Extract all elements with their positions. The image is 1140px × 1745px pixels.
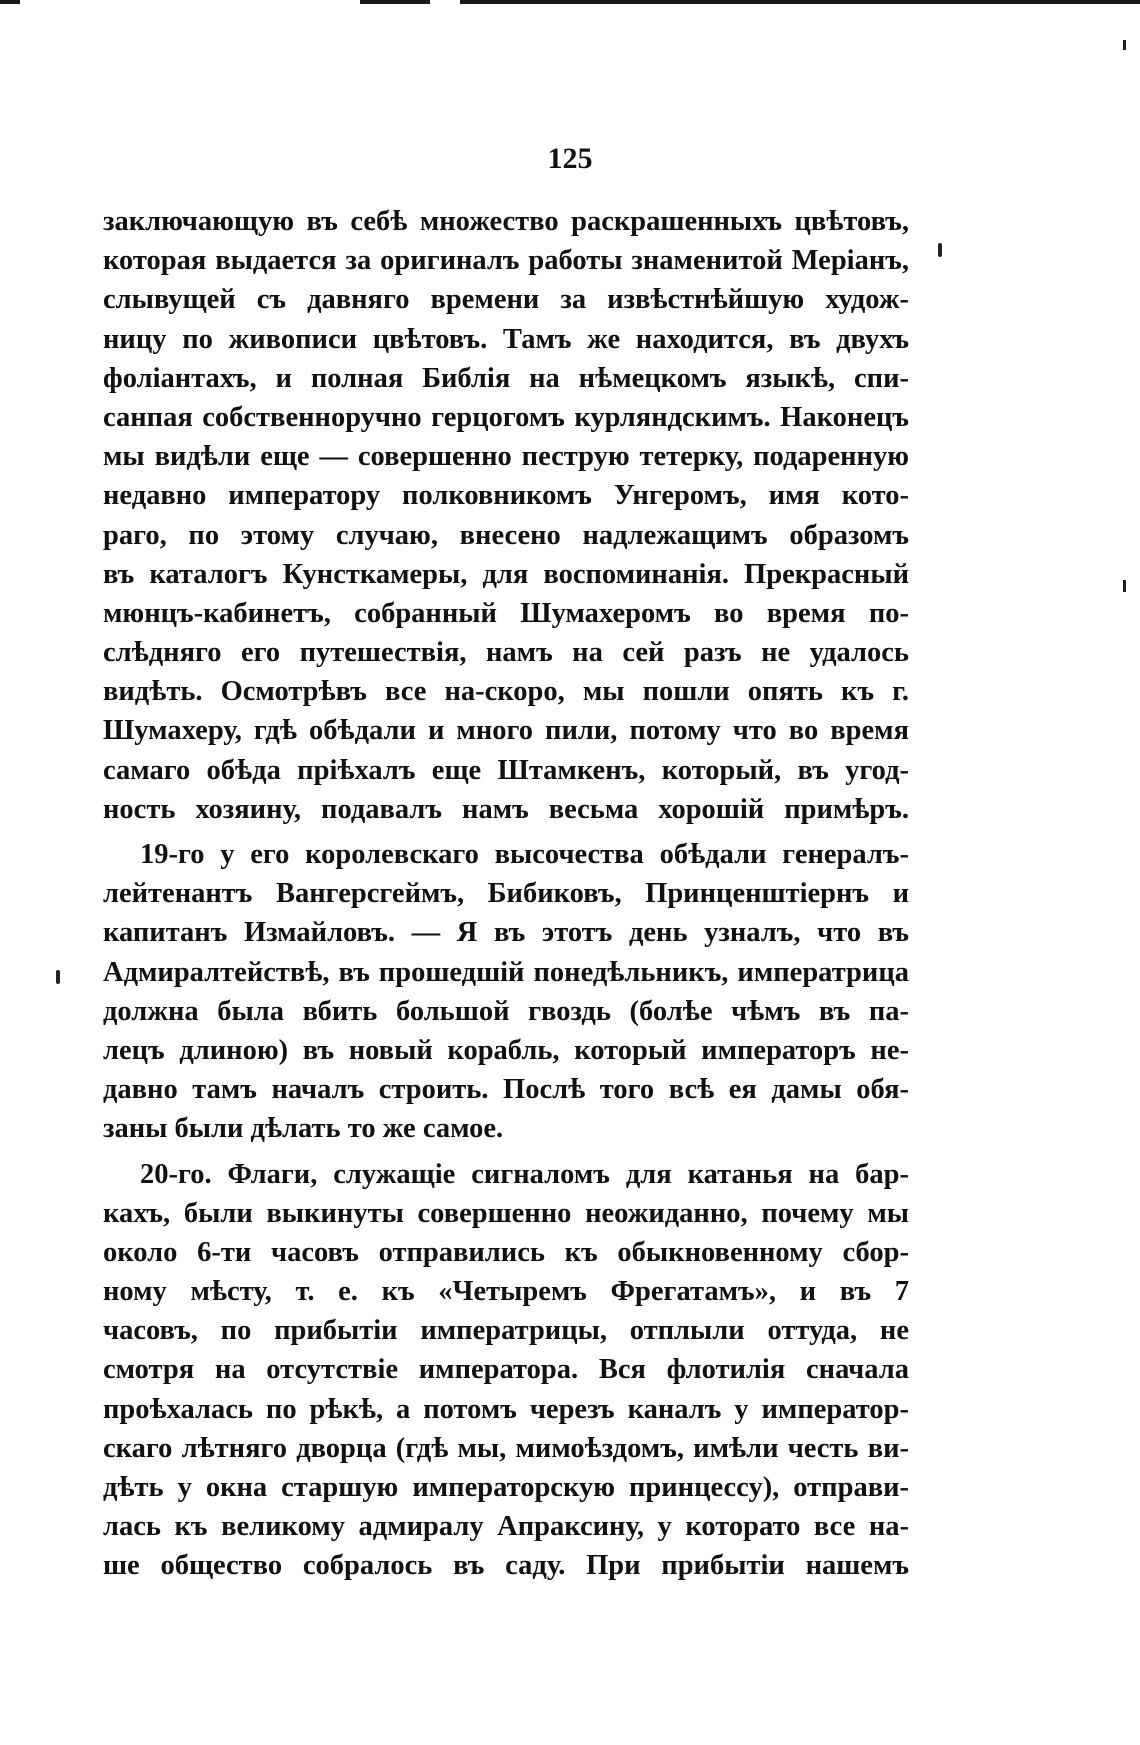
text-line: видѣть. Осмотрѣвъ все на-скоро, мы пошли опять къ г. (103, 676, 909, 708)
text-line: давно тамъ началъ строить. Послѣ того всѣ ея дамы обя- (103, 1074, 909, 1106)
text-line: ность хозяину, подавалъ намъ весьма хорошій примѣръ. (103, 793, 909, 825)
scan-edge-mark (1123, 580, 1126, 592)
text-line: слывущей съ давняго времени за извѣстнѣйшую худож- (103, 284, 909, 316)
text-line: заны были дѣлать то же самое. (103, 1113, 504, 1145)
text-line: капитанъ Измайловъ. — Я въ этотъ день узналъ, что въ (103, 917, 909, 949)
text-line: лась къ великому адмиралу Апраксину, у которато все на- (103, 1511, 909, 1543)
text-line: мы видѣли еще — совершенно пеструю тетерку, подаренную (103, 441, 909, 473)
page-number: 125 (547, 142, 593, 175)
text-line: мюнцъ-кабинетъ, собранный Шумахеромъ во время по- (103, 597, 909, 629)
text-line: лейтенантъ Вангерсгеймъ, Бибиковъ, Принценштіернъ и (103, 878, 909, 910)
scan-top-edge-gap (430, 0, 460, 4)
stray-ink-mark (56, 970, 60, 984)
text-line: Адмиралтействѣ, въ прошедшій понедѣльникъ, императрица (103, 956, 909, 988)
text-line: около 6-ти часовъ отправились къ обыкновенному сбор- (103, 1236, 909, 1268)
text-line: Шумахеру, гдѣ обѣдали и много пили, потому что во время (103, 715, 909, 747)
text-line: дѣть у окна старшую императорскую принцессу), отправи- (103, 1472, 909, 1503)
text-line: скаго лѣтняго дворца (гдѣ мы, мимоѣздомъ, имѣли честь ви- (103, 1432, 909, 1464)
text-line: санпая собственноручно герцогомъ курляндскимъ. Наконецъ (103, 401, 909, 433)
text-line: въ каталогъ Кунсткамеры, для воспоминанія. Прекрасный (103, 558, 909, 590)
text-line: ницу по живописи цвѣтовъ. Тамъ же находится, въ двухъ (103, 323, 909, 355)
text-line: должна была вбить большой гвоздь (болѣе чѣмъ въ па- (103, 995, 909, 1027)
text-line: 20-го. Флаги, служащіе сигналомъ для катанья на бар- (140, 1158, 909, 1190)
text-line: недавно императору полковникомъ Унгеромъ, имя кото- (103, 480, 909, 512)
text-line: слѣдняго его путешествія, намъ на сей разъ не удалось (103, 637, 909, 669)
paragraph (103, 1155, 909, 1586)
text-line: проѣхалась по рѣкѣ, а потомъ черезъ каналъ у император- (103, 1393, 909, 1425)
text-line: фоліантахъ, и полная Библія на нѣмецкомъ языкѣ, спи- (103, 362, 909, 394)
scan-edge-mark (1123, 40, 1126, 50)
text-line: самаго обѣда пріѣхалъ еще Штамкенъ, который, въ угод- (103, 754, 909, 786)
text-line: кахъ, были выкинуты совершенно неожиданно, почему мы (103, 1197, 909, 1229)
text-line: раго, по этому случаю, внесено надлежащимъ образомъ (103, 519, 909, 551)
text-line: 19-го у его королевскаго высочества обѣдали генералъ- (140, 839, 909, 870)
text-line: лецъ длиною) въ новый корабль, который императоръ не- (103, 1034, 909, 1066)
paragraph (103, 202, 909, 829)
text-line: часовъ, по прибытіи императрицы, отплыли оттуда, не (103, 1315, 909, 1347)
text-line: заключающую въ себѣ множество раскрашенныхъ цвѣтовъ, (103, 206, 909, 237)
text-line: ше общество собралось въ саду. При прибытіи нашемъ (103, 1550, 909, 1582)
paragraph (103, 835, 909, 1149)
text-line: смотря на отсутствіе императора. Вся флотилія сначала (103, 1354, 909, 1386)
text-line: которая выдается за оригиналъ работы знаменитой Меріанъ, (103, 245, 909, 277)
body-text (103, 202, 909, 1586)
stray-ink-mark (938, 243, 942, 257)
text-line: ному мѣсту, т. е. къ «Четыремъ Фрегатамъ», и въ 7 (103, 1276, 909, 1308)
scan-top-edge-gap (20, 0, 360, 4)
